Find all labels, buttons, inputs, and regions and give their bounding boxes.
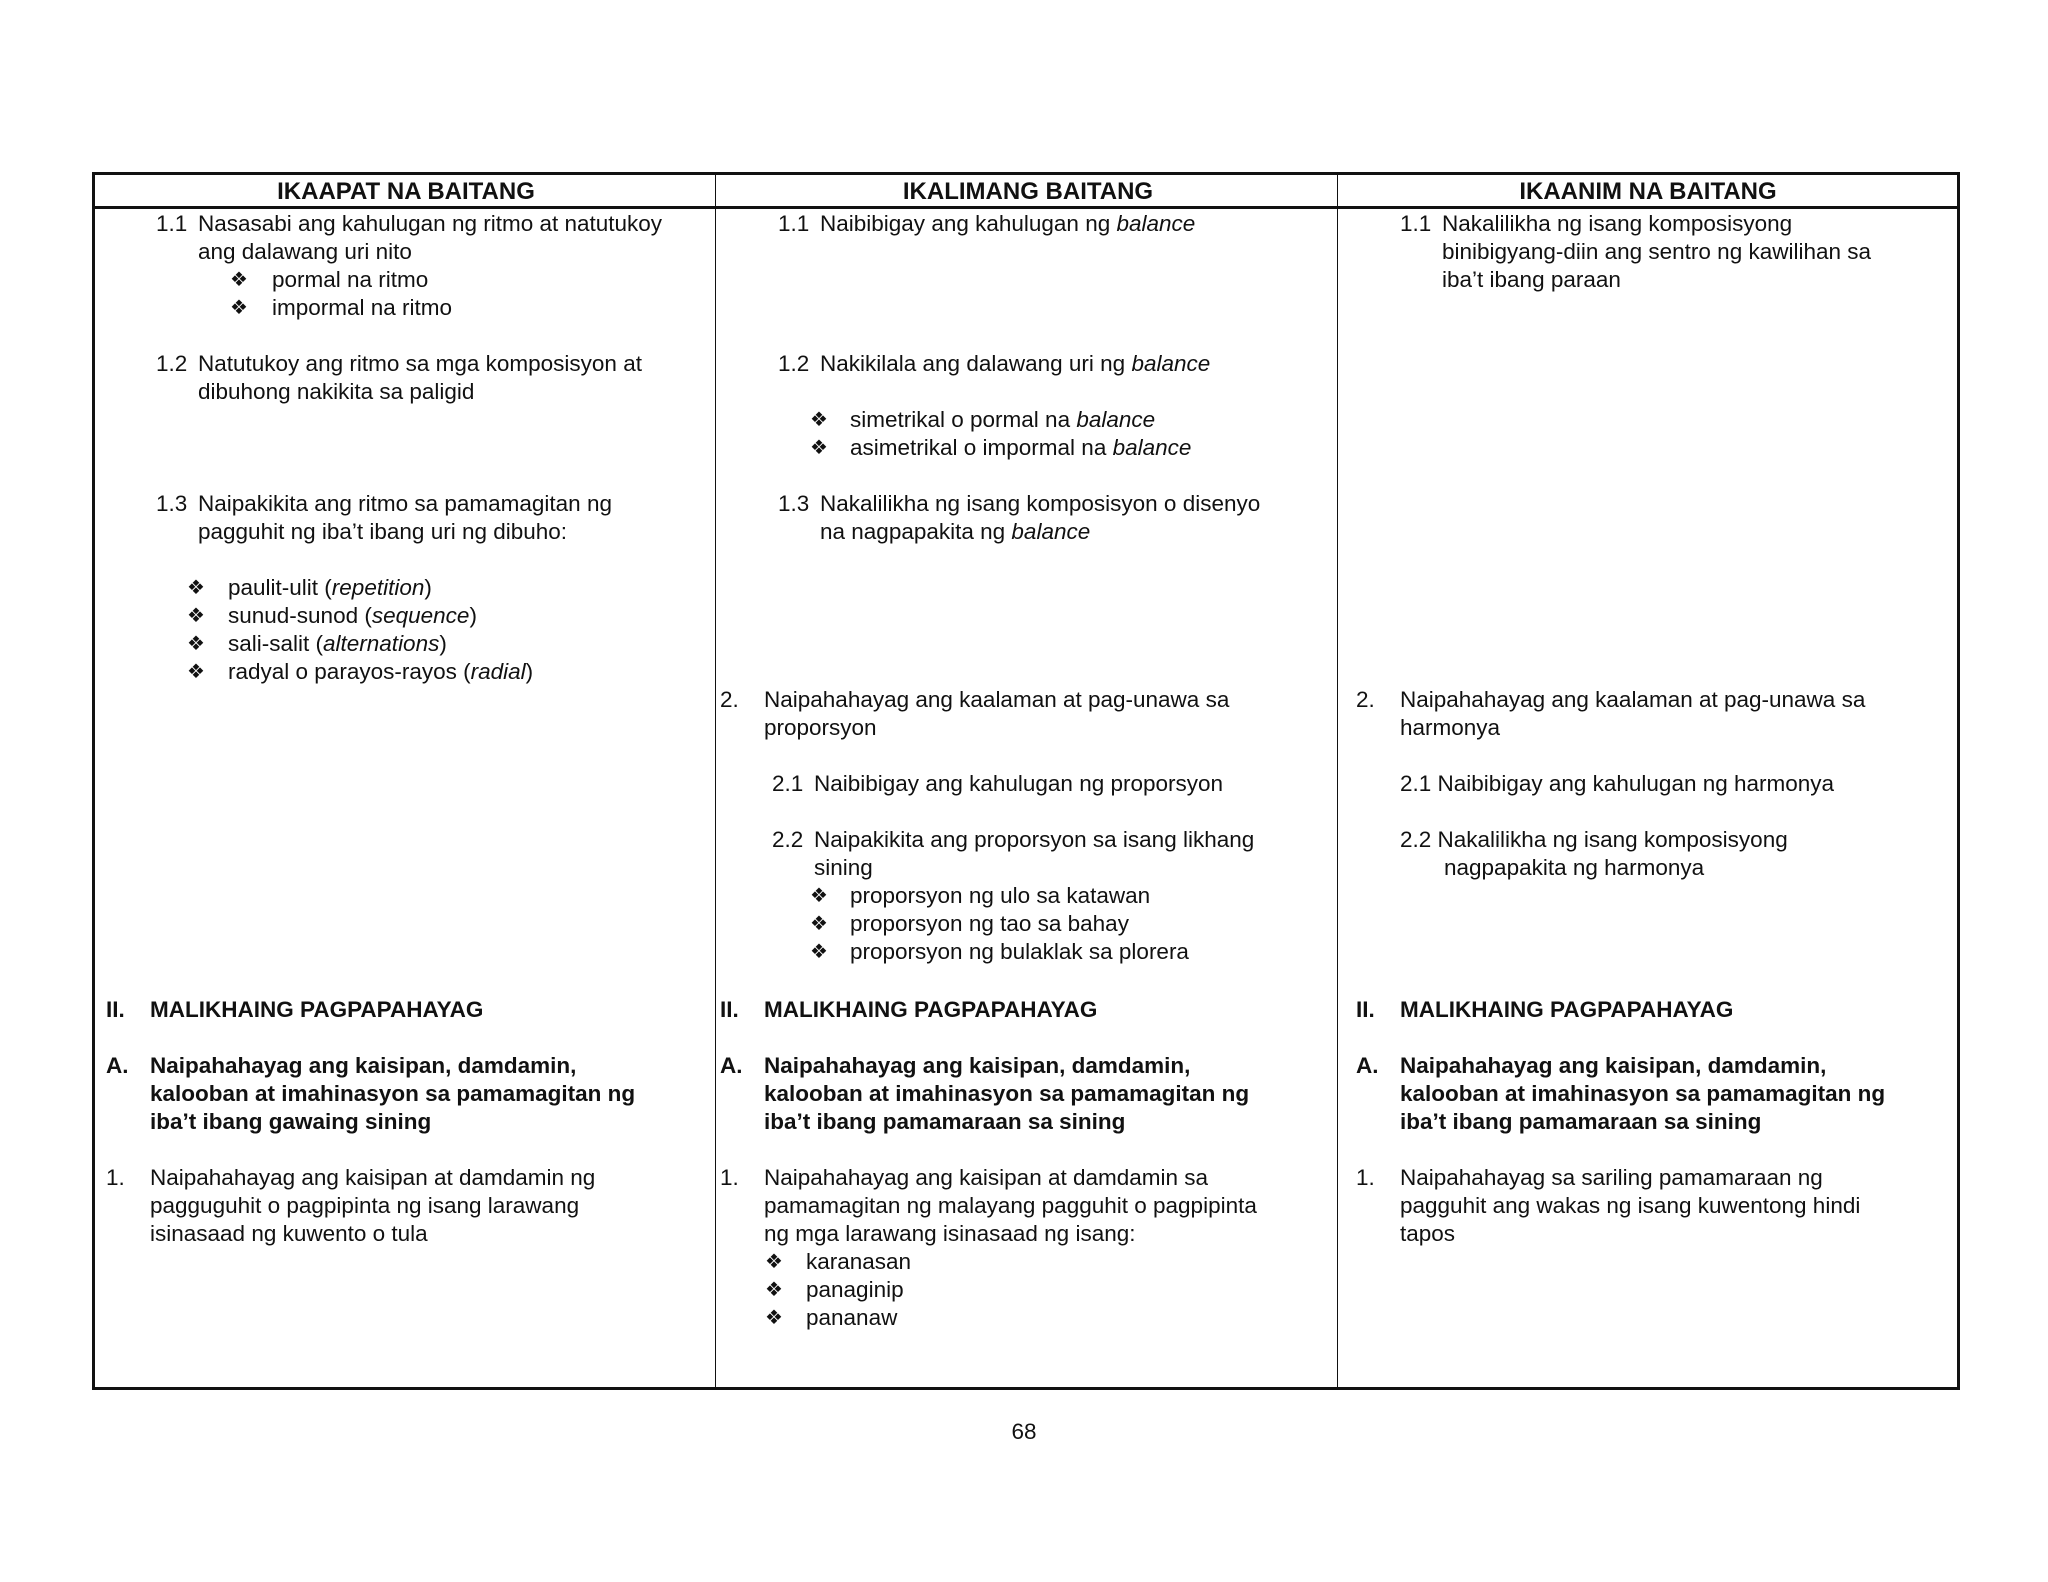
item-text: Nakalilikha ng isang komposisyong (1442, 211, 1793, 236)
item-number: 1.2 (778, 351, 810, 376)
section-number: II. (106, 997, 125, 1022)
item-number: 2. (1356, 687, 1375, 712)
subsection-text: kalooban at imahinasyon sa pamamagitan ng (1400, 1081, 1886, 1106)
bullet-diamond-icon: ❖ (765, 1279, 783, 1301)
item-text: Natutukoy ang ritmo sa mga komposisyon at (198, 351, 642, 376)
subsection-text: iba’t ibang pamamaraan sa sining (1400, 1109, 1762, 1134)
bullet-diamond-icon: ❖ (230, 269, 248, 291)
bullet-diamond-icon: ❖ (187, 605, 205, 627)
item-number: 1.3 (156, 491, 188, 516)
item-text: pagguhit ang wakas ng isang kuwentong hindi (1400, 1193, 1861, 1218)
subsection-text: iba’t ibang gawaing sining (150, 1109, 432, 1134)
bullet-diamond-icon: ❖ (765, 1251, 783, 1273)
bullet-diamond-icon: ❖ (187, 633, 205, 655)
item-text: 2.2 Nakalilikha ng isang komposisyong (1400, 827, 1788, 852)
item-text: Nakalilikha ng isang komposisyon o disenyo (820, 491, 1261, 516)
column-header-grade-6: IKAANIM NA BAITANG (1519, 178, 1777, 205)
bullet-text: pananaw (806, 1305, 898, 1330)
page-number: 68 (1011, 1419, 1037, 1444)
item-text: na nagpapakita ng balance (820, 519, 1091, 544)
bullet-diamond-icon: ❖ (810, 437, 828, 459)
item-text: Naipahahayag ang kaisipan at damdamin ng (150, 1165, 596, 1190)
item-text: sining (814, 855, 873, 880)
item-text: Naipakikita ang ritmo sa pamamagitan ng (198, 491, 612, 516)
item-number: 2.2 (772, 827, 804, 852)
bullet-diamond-icon: ❖ (230, 297, 248, 319)
item-number: 2. (720, 687, 739, 712)
bullet-text: proporsyon ng tao sa bahay (850, 911, 1129, 936)
section-title: MALIKHAING PAGPAPAHAYAG (1400, 997, 1734, 1022)
item-text: pagguhit ng iba’t ibang uri ng dibuho: (198, 519, 568, 544)
item-text: pagguguhit o pagpipinta ng isang larawang (150, 1193, 580, 1218)
subsection-text: iba’t ibang pamamaraan sa sining (764, 1109, 1126, 1134)
item-text: Naipahahayag sa sariling pamamaraan ng (1400, 1165, 1823, 1190)
bullet-text: impormal na ritmo (272, 295, 453, 320)
item-text: iba’t ibang paraan (1442, 267, 1621, 292)
bullet-diamond-icon: ❖ (810, 885, 828, 907)
item-number: 1.3 (778, 491, 810, 516)
item-number: 1. (1356, 1165, 1375, 1190)
bullet-diamond-icon: ❖ (810, 941, 828, 963)
subsection-text: Naipahahayag ang kaisipan, damdamin, (150, 1053, 577, 1078)
item-text: nagpapakita ng harmonya (1444, 855, 1705, 880)
bullet-text: sali-salit (alternations) (228, 631, 447, 656)
bullet-text: karanasan (806, 1249, 912, 1274)
section-title: MALIKHAING PAGPAPAHAYAG (150, 997, 484, 1022)
column-header-grade-5: IKALIMANG BAITANG (902, 178, 1154, 205)
subsection-text: Naipahahayag ang kaisipan, damdamin, (764, 1053, 1191, 1078)
bullet-text: simetrikal o pormal na balance (850, 407, 1156, 432)
item-text: ang dalawang uri nito (198, 239, 412, 264)
section-number: II. (1356, 997, 1375, 1022)
subsection-letter: A. (106, 1053, 129, 1078)
item-text: tapos (1400, 1221, 1456, 1246)
item-text: proporsyon (764, 715, 877, 740)
subsection-letter: A. (1356, 1053, 1379, 1078)
item-number: 1.1 (778, 211, 810, 236)
bullet-text: radyal o parayos-rayos (radial) (228, 659, 534, 684)
item-text: Nakikilala ang dalawang uri ng balance (820, 351, 1211, 376)
column-divider (1337, 175, 1338, 1387)
bullet-diamond-icon: ❖ (187, 661, 205, 683)
bullet-text: paulit-ulit (repetition) (228, 575, 432, 600)
bullet-text: panaginip (806, 1277, 904, 1302)
bullet-diamond-icon: ❖ (810, 913, 828, 935)
item-number: 1.2 (156, 351, 188, 376)
item-text: Naipahahayag ang kaalaman at pag-unawa sa (1400, 687, 1866, 712)
item-text: ng mga larawang isinasaad ng isang: (764, 1221, 1136, 1246)
item-text: Naibibigay ang kahulugan ng proporsyon (814, 771, 1224, 796)
item-text: dibuhong nakikita sa paligid (198, 379, 475, 404)
subsection-letter: A. (720, 1053, 743, 1078)
bullet-diamond-icon: ❖ (765, 1307, 783, 1329)
item-number: 1.1 (1400, 211, 1432, 236)
item-text: Naipahahayag ang kaalaman at pag-unawa sa (764, 687, 1230, 712)
item-text: pamamagitan ng malayang pagguhit o pagpipinta (764, 1193, 1257, 1218)
table-header-row (95, 175, 1957, 209)
subsection-text: kalooban at imahinasyon sa pamamagitan ng (764, 1081, 1250, 1106)
subsection-text: kalooban at imahinasyon sa pamamagitan ng (150, 1081, 636, 1106)
bullet-text: asimetrikal o impormal na balance (850, 435, 1192, 460)
subsection-text: Naipahahayag ang kaisipan, damdamin, (1400, 1053, 1827, 1078)
item-text: Naibibigay ang kahulugan ng balance (820, 211, 1196, 236)
item-text: isinasaad ng kuwento o tula (150, 1221, 428, 1246)
item-number: 1.1 (156, 211, 188, 236)
section-number: II. (720, 997, 739, 1022)
item-number: 1. (106, 1165, 125, 1190)
section-title: MALIKHAING PAGPAPAHAYAG (764, 997, 1098, 1022)
bullet-diamond-icon: ❖ (187, 577, 205, 599)
column-header-grade-4: IKAAPAT NA BAITANG (277, 178, 535, 205)
bullet-text: proporsyon ng ulo sa katawan (850, 883, 1151, 908)
item-number: 2.1 (772, 771, 804, 796)
item-text: Nasasabi ang kahulugan ng ritmo at natutukoy (198, 211, 663, 236)
item-text: Naipakikita ang proporsyon sa isang likhang (814, 827, 1255, 852)
bullet-diamond-icon: ❖ (810, 409, 828, 431)
item-number: 1. (720, 1165, 739, 1190)
item-text: harmonya (1400, 715, 1501, 740)
bullet-text: pormal na ritmo (272, 267, 429, 292)
column-divider (715, 175, 716, 1387)
bullet-text: proporsyon ng bulaklak sa plorera (850, 939, 1189, 964)
item-text: Naipahahayag ang kaisipan at damdamin sa (764, 1165, 1209, 1190)
bullet-text: sunud-sunod (sequence) (228, 603, 477, 628)
item-text: binibigyang-diin ang sentro ng kawilihan sa (1442, 239, 1872, 264)
item-text: 2.1 Naibibigay ang kahulugan ng harmonya (1400, 771, 1835, 796)
